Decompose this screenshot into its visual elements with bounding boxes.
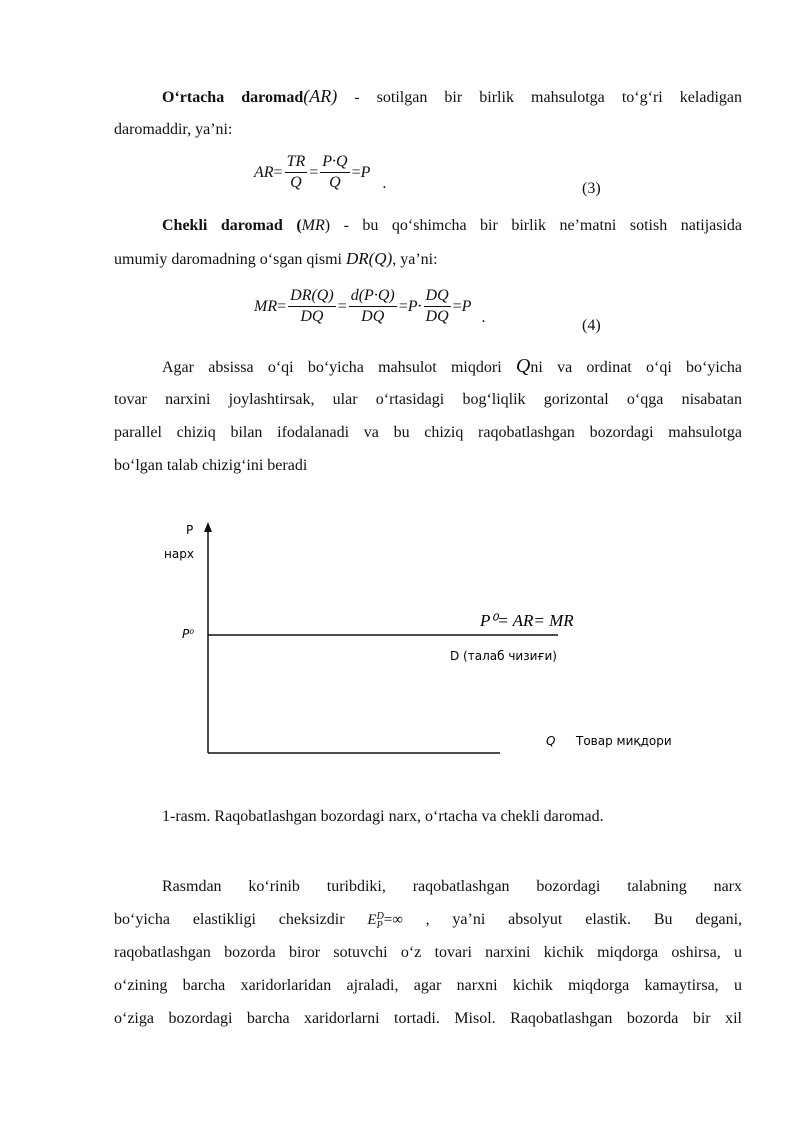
math-elasticity: E D P =∞	[367, 910, 403, 931]
paragraph-average-revenue	[114, 80, 742, 146]
line-label: P⁰= AR= MR	[480, 611, 574, 630]
y-axis-label: P	[186, 523, 194, 537]
text-line: daromaddir, ya’ni:	[114, 121, 233, 138]
x-axis-q-label: Q	[546, 734, 556, 748]
y-axis-sublabel: нарх	[164, 547, 194, 561]
line-sublabel: D (талаб чизиғи)	[450, 649, 557, 663]
term-marginal-revenue: Chekli daromad	[162, 217, 283, 234]
paragraph-elasticity: Rasmdan ko‘rinib turibdiki, raqobatlashgan bozordagi talabning narx bo‘yicha elastikligi cheksizdir E D P =∞ , ya’ni absolyut elastik. Bu degani, raqobatlashgan bozorda biror sotuvchi o‘z tovari narxini kichik miqdorga oshirsa, u o‘zining barcha xaridorlaridan ajraladi, agar narxni kichik miqdorga kamaytirsa, u o‘ziga bozordagi barcha xaridorlarni tortadi. Misol. Raqobatlashgan bozorda bir xil	[114, 878, 743, 1027]
figure-caption: 1-rasm. Raqobatlashgan bozordagi narx, o‘rtacha va chekli daromad.	[162, 808, 604, 825]
demand-chart	[150, 510, 690, 765]
y-axis	[204, 522, 212, 753]
math-drq: DR(Q)	[345, 249, 393, 268]
paragraph-marginal-revenue: Chekli daromad (MR) - bu qo‘shimcha bir birlik ne’matni sotish natijasida umumiy daromadning o‘sgan qismi DR(Q), ya’ni:	[114, 217, 743, 268]
y-tick-label: P⁰	[182, 627, 195, 641]
math-q: Q	[515, 355, 531, 377]
fraction: $\frac{P\cdot Q}{Q}$	[322, 153, 348, 191]
paragraph-demand-line: Agar absissa o‘qi bo‘yicha mahsulot miqdori Qni va ordinat o‘qi bo‘yicha tovar narxini joylashtirsak, ular o‘rtasidagi bog‘liqlik gorizontal o‘qga nisabatan parallel chiziq bilan ifodalanadi va bu chiziq raqobatlashgan bozordagi mahsulotga bo‘lgan talab chizig‘ini beradi	[114, 355, 743, 474]
equation-4: MR = $\frac{DR(Q)}{DQ}$ = $\frac{d(P\cdot Q)}{DQ}$ = P· $\frac{DQ}{DQ}$ = P .	[254, 287, 486, 326]
fraction: $\frac{TR}{Q}$	[286, 153, 306, 191]
term-average-revenue: O‘rtacha daromad	[162, 89, 304, 106]
x-axis-label: Товар миқдори	[576, 734, 672, 748]
text: - sotilgan bir birlik mahsulotga to‘g‘ri keladigan	[354, 89, 743, 106]
math-ar: (AR)	[303, 86, 338, 106]
equation-3: AR = $\frac{TR}{Q}$ = $\frac{P\cdot Q}{Q}$ = P .	[254, 153, 387, 192]
equation-number-4: (4)	[582, 317, 601, 334]
math-mr: MR	[301, 217, 325, 234]
equation-number-3: (3)	[582, 180, 601, 197]
